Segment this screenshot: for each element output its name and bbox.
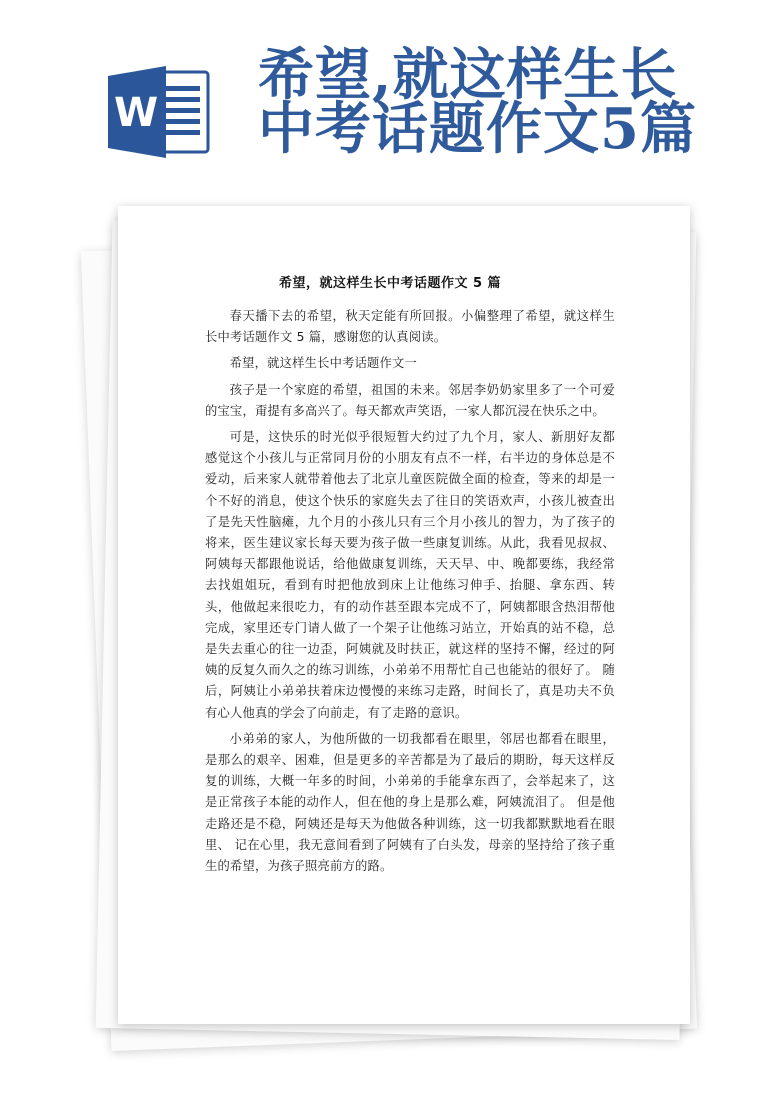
banner-title-line-2: 中考话题作文5篇	[258, 96, 697, 162]
word-logo-letter: W	[113, 90, 159, 136]
paragraph: 小弟弟的家人，为他所做的一切我都看在眼里，邻居也都看在眼里，是那么的艰辛、困难，但是更多的辛苦都是为了最后的期盼，每天这样反复的训练，大概一年多的时间，小弟弟的手能拿东西了，会举起来了，这是正常孩子本能的动作人，但在他的身上是那么难，阿姨流泪了。 但是他走路还是不稳，阿姨还是每天为他做各种训练，这一切我都默默地看在眼里、 记在心里，我无意间看到了阿姨有了白头发，母亲的坚持给了孩子重生的希望，为孩子照亮前方的路。	[205, 731, 615, 874]
document-title: 希望，就这样生长中考话题作文 5 篇	[278, 276, 502, 291]
document-body	[205, 306, 615, 882]
banner-title-line-1: 希望,就这样生长	[258, 42, 678, 108]
paragraph: 孩子是一个家庭的希望，祖国的未来。邻居李奶奶家里多了一个可爱的宝宝，甭提有多高兴了。每天都欢声笑语，一家人都沉浸在快乐之中。	[205, 382, 615, 418]
paragraph-intro: 春天播下去的希望，秋天定能有所回报。小偏整理了希望，就这样生长中考话题作文 5 篇，感谢您的认真阅读。	[205, 309, 615, 345]
paragraph-heading: 希望，就这样生长中考话题作文一	[229, 356, 418, 371]
paragraph: 可是，这快乐的时光似乎很短暂大约过了九个月，家人、新朋好友都感觉这个小孩儿与正常同月份的小朋友有点不一样，右半边的身体总是不爱动，后来家人就带着他去了北京儿童医院做全面的检查，等来的却是一个不好的消息，使这个快乐的家庭失去了往日的笑语欢声，小孩儿被查出了是先天性脑瘫，九个月的小孩儿只有三个月小孩儿的智力，为了孩子的将来，医生建议家长每天要为孩子做一些康复训练。从此，我看见叔叔、阿姨每天都跟他说话，给他做康复训练，天天早、中、晚都要练，我经常去找姐姐玩，看到有时把他放到床上让他练习伸手、抬腿、拿东西、转头，他做起来很吃力，有的动作甚至跟本完成不了，阿姨都眼含热泪帮他完成，家里还专门请人做了一个架子让他练习站立，开始真的站不稳，总是失去重心的往一边歪，阿姨就及时扶正，就这样的坚持不懈，经过的阿姨的反复久而久之的练习训练，小弟弟不用帮忙自己也能站的很好了。 随后，阿姨让小弟弟扶着床边慢慢的来练习走路，时间长了，真是功夫不负有心人他真的学会了向前走，有了走路的意识。	[205, 430, 615, 720]
word-document-icon	[108, 66, 210, 158]
banner	[0, 0, 780, 200]
